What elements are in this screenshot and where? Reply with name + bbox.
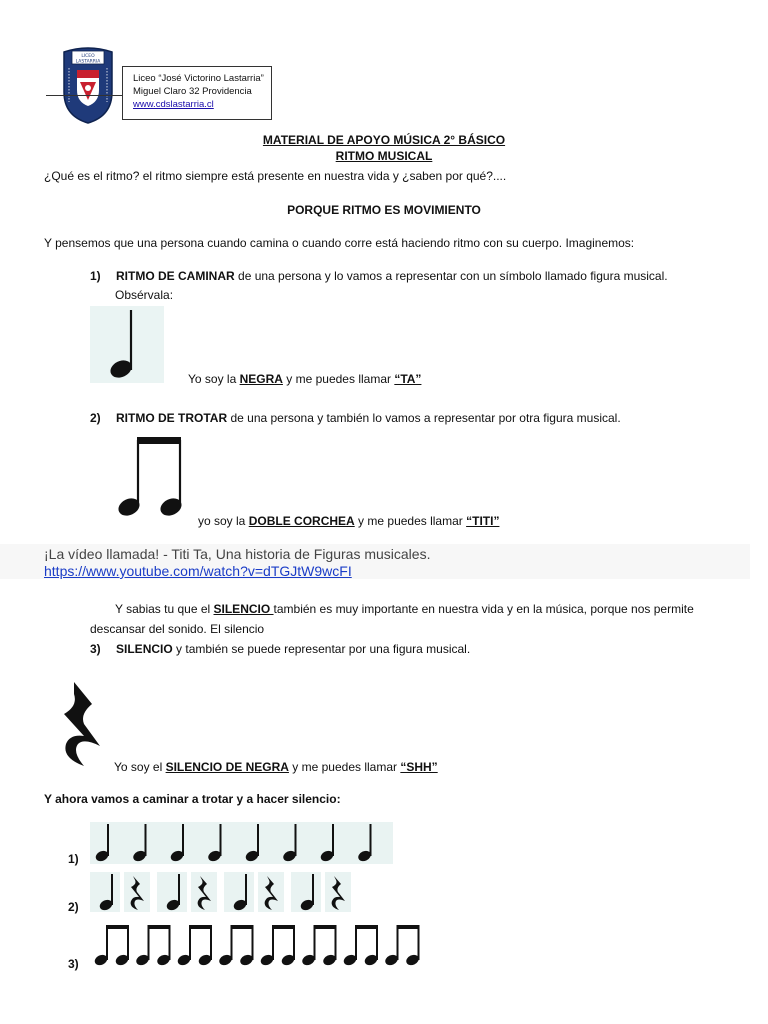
item3-number: 3) <box>90 642 101 656</box>
video-link[interactable]: https://www.youtube.com/watch?v=dTGJtW9wcFI <box>44 563 352 579</box>
row-label-1: 1) <box>68 852 79 866</box>
silence-text: también es muy importante en nuestra vida y en la música, porque nos permite <box>273 602 694 616</box>
rhythm-row-2 <box>90 872 360 912</box>
quarter-note-icon <box>244 824 260 863</box>
rhythm-row-1 <box>90 822 393 864</box>
item1-bold: RITMO DE CAMINAR <box>116 269 235 283</box>
paragraph-imagine: Y pensemos que una persona cuando camina o cuando corre está haciendo ritmo con su cuerpo. Imaginemos: <box>44 236 635 250</box>
double-eighth-note-icon <box>301 925 338 967</box>
double-eighth-note-icon <box>135 925 172 967</box>
item3-bold: SILENCIO <box>116 642 173 656</box>
item2-caption <box>198 514 499 529</box>
item1-number: 1) <box>90 269 101 283</box>
caption-text: yo soy la <box>198 514 249 528</box>
item2-number: 2) <box>90 411 101 425</box>
caption-text: y me puedes llamar <box>288 760 401 774</box>
silence-text: Y sabias tu que el <box>115 602 214 616</box>
school-website-link[interactable]: www.cdslastarria.cl <box>133 99 214 110</box>
double-eighth-note-icon <box>93 925 130 967</box>
video-title[interactable]: ¡La vídeo llamada! - Titi Ta, Una historia de Figuras musicales. <box>44 546 431 562</box>
row-label-2: 2) <box>68 900 79 914</box>
double-eighth-note-icon <box>176 925 213 967</box>
caption-text: Yo soy el <box>114 760 166 774</box>
quarter-note-icon <box>132 824 148 863</box>
item3-caption <box>114 760 438 775</box>
item2-rest: de una persona y también lo vamos a representar por otra figura musical. <box>227 411 621 425</box>
doc-title: MATERIAL DE APOYO MÚSICA 2° BÁSICO <box>262 133 506 147</box>
item1-rest: de una persona y lo vamos a representar con un símbolo llamado figura musical. <box>234 269 668 283</box>
double-eighth-note-icon <box>114 434 190 520</box>
rhythm-row-3 <box>90 922 430 968</box>
figure-call: “SHH” <box>400 760 438 774</box>
exercise-intro: Y ahora vamos a caminar a trotar y a hacer silencio: <box>44 792 341 806</box>
section-heading: PORQUE RITMO ES MOVIMIENTO <box>287 203 481 217</box>
school-logo <box>60 46 116 124</box>
item2-bold: RITMO DE TROTAR <box>116 411 228 425</box>
row-label-3: 3) <box>68 957 79 971</box>
quarter-note-icon <box>94 824 110 863</box>
item1-caption <box>188 372 421 387</box>
intro-text: ¿Qué es el ritmo? el ritmo siempre está presente en nuestra vida y ¿saben por qué?.... <box>44 169 507 183</box>
quarter-note-icon <box>169 824 185 863</box>
figure-call: “TITI” <box>466 514 500 528</box>
svg-text:LICEO: LICEO <box>81 54 95 59</box>
double-eighth-note-icon <box>384 925 421 967</box>
caption-text: Yo soy la <box>188 372 240 386</box>
quarter-note-icon <box>90 306 164 383</box>
item1-line <box>90 269 668 284</box>
doc-subtitle: RITMO MUSICAL <box>335 149 433 163</box>
video-embed[interactable] <box>0 544 750 579</box>
silence-paragraph-line2: descansar del sonido. El silencio <box>90 622 265 636</box>
school-address: Miguel Claro 32 Providencia <box>133 86 252 97</box>
double-eighth-note-icon <box>259 925 296 967</box>
caption-text: y me puedes llamar <box>354 514 467 528</box>
silence-paragraph-line1 <box>115 602 694 617</box>
item1-observe: Obsérvala: <box>115 288 174 302</box>
silence-word: SILENCIO <box>213 602 274 616</box>
double-eighth-note-icon <box>218 925 255 967</box>
item2-line <box>90 411 621 426</box>
school-name: Liceo “José Victorino Lastarria” <box>133 73 264 84</box>
figure-name: DOBLE CORCHEA <box>248 514 355 528</box>
figure-call: “TA” <box>394 372 422 386</box>
quarter-note-icon <box>207 824 223 863</box>
quarter-rest-icon <box>54 680 106 770</box>
double-eighth-note-icon <box>342 925 379 967</box>
caption-text: y me puedes llamar <box>282 372 395 386</box>
quarter-note-icon <box>357 824 373 863</box>
item3-rest: y también se puede representar por una figura musical. <box>172 642 471 656</box>
svg-text:LASTARRIA: LASTARRIA <box>75 59 101 65</box>
quarter-note-icon <box>282 824 298 863</box>
figure-name: SILENCIO DE NEGRA <box>165 760 289 774</box>
item3-line <box>90 642 470 657</box>
header-info-box <box>122 66 272 120</box>
quarter-note-icon <box>319 824 335 863</box>
header-rule <box>46 95 124 96</box>
quarter-note-box <box>90 306 164 383</box>
figure-name: NEGRA <box>239 372 283 386</box>
